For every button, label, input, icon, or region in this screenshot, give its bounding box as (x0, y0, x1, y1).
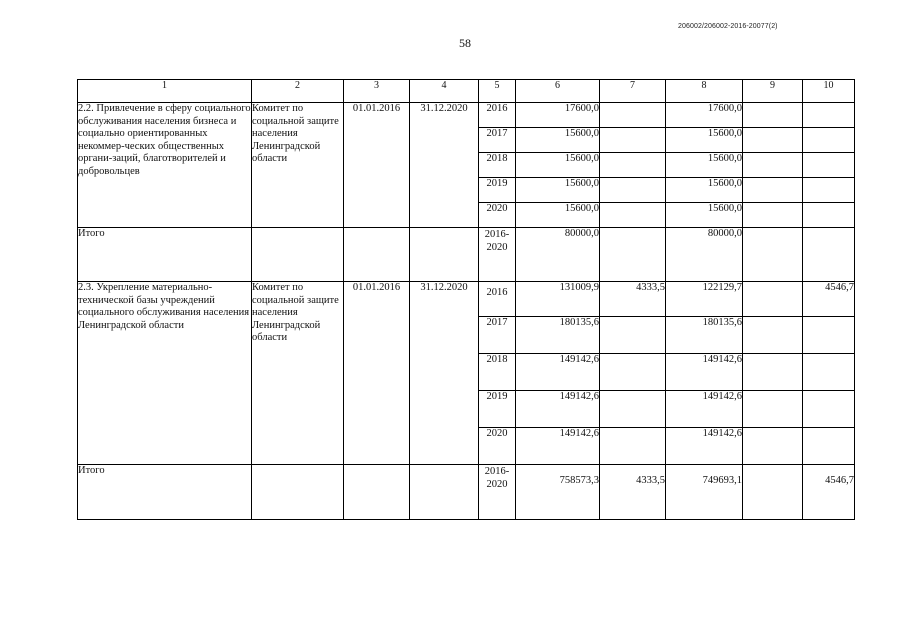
column-header: 2 (252, 80, 344, 103)
year-cell: 2019 (479, 391, 516, 428)
header-row (78, 80, 855, 103)
amount-cell: 149142,6 (666, 354, 743, 391)
column-header: 6 (516, 80, 600, 103)
amount-cell: 15600,0 (516, 128, 600, 153)
amount-cell (803, 103, 855, 128)
page-number: 58 (459, 36, 471, 50)
document-id: 206002/206002-2016-20077(2) (678, 23, 778, 30)
end-date: 31.12.2020 (410, 103, 479, 228)
amount-cell (743, 228, 803, 282)
year-cell: 2017 (479, 128, 516, 153)
amount-cell: 15600,0 (666, 203, 743, 228)
responsible-party: Комитет по социальной защите населения Ленинградской области (252, 282, 344, 465)
amount-cell (803, 128, 855, 153)
table-row (78, 282, 855, 317)
column-header: 8 (666, 80, 743, 103)
year-cell: 2020 (479, 203, 516, 228)
amount-cell (803, 153, 855, 178)
amount-cell: 180135,6 (666, 317, 743, 354)
total-row (78, 228, 855, 282)
table-row (78, 103, 855, 128)
total-label: Итого (78, 465, 252, 520)
end-date: 31.12.2020 (410, 282, 479, 465)
responsible-party: Комитет по социальной защите населения Ленинградской области (252, 103, 344, 228)
amount-cell (803, 391, 855, 428)
amount-cell: 15600,0 (666, 128, 743, 153)
year-cell: 2016 (479, 103, 516, 128)
amount-cell (803, 203, 855, 228)
amount-cell: 758573,3 (516, 465, 600, 520)
amount-cell (600, 228, 666, 282)
year-cell: 2017 (479, 317, 516, 354)
amount-cell: 17600,0 (516, 103, 600, 128)
total-period: 2016-2020 (479, 228, 516, 282)
amount-cell (803, 178, 855, 203)
year-cell: 2020 (479, 428, 516, 465)
amount-cell (743, 354, 803, 391)
amount-cell (600, 103, 666, 128)
amount-cell: 149142,6 (666, 391, 743, 428)
amount-cell: 4333,5 (600, 282, 666, 317)
amount-cell: 15600,0 (666, 153, 743, 178)
amount-cell (743, 391, 803, 428)
amount-cell: 149142,6 (516, 428, 600, 465)
amount-cell (743, 465, 803, 520)
empty-cell (410, 465, 479, 520)
year-cell: 2018 (479, 153, 516, 178)
amount-cell: 17600,0 (666, 103, 743, 128)
year-cell: 2018 (479, 354, 516, 391)
amount-cell: 149142,6 (666, 428, 743, 465)
amount-cell (743, 317, 803, 354)
amount-cell (600, 428, 666, 465)
amount-cell (803, 354, 855, 391)
amount-cell (600, 203, 666, 228)
amount-cell (743, 178, 803, 203)
amount-cell (743, 282, 803, 317)
amount-cell: 4546,7 (803, 282, 855, 317)
amount-cell (743, 103, 803, 128)
amount-cell: 80000,0 (516, 228, 600, 282)
amount-cell (743, 428, 803, 465)
amount-cell: 131009,9 (516, 282, 600, 317)
amount-cell (803, 317, 855, 354)
year-cell: 2019 (479, 178, 516, 203)
amount-cell (600, 128, 666, 153)
amount-cell (803, 228, 855, 282)
empty-cell (252, 228, 344, 282)
column-header: 10 (803, 80, 855, 103)
column-header: 7 (600, 80, 666, 103)
column-header: 9 (743, 80, 803, 103)
amount-cell (600, 153, 666, 178)
start-date: 01.01.2016 (344, 282, 410, 465)
amount-cell: 4333,5 (600, 465, 666, 520)
activity-description: 2.3. Укрепление материально-технической базы учреждений социального обслуживания населения Ленинградской области (78, 282, 252, 465)
amount-cell: 149142,6 (516, 391, 600, 428)
total-label: Итого (78, 228, 252, 282)
budget-table (77, 79, 855, 520)
amount-cell (600, 354, 666, 391)
start-date: 01.01.2016 (344, 103, 410, 228)
amount-cell: 749693,1 (666, 465, 743, 520)
amount-cell: 15600,0 (516, 203, 600, 228)
amount-cell (743, 153, 803, 178)
amount-cell: 15600,0 (516, 153, 600, 178)
amount-cell (803, 428, 855, 465)
amount-cell: 80000,0 (666, 228, 743, 282)
amount-cell: 180135,6 (516, 317, 600, 354)
column-header: 1 (78, 80, 252, 103)
empty-cell (344, 465, 410, 520)
empty-cell (344, 228, 410, 282)
amount-cell: 149142,6 (516, 354, 600, 391)
amount-cell (600, 391, 666, 428)
column-header: 4 (410, 80, 479, 103)
column-header: 5 (479, 80, 516, 103)
total-row (78, 465, 855, 520)
amount-cell: 15600,0 (516, 178, 600, 203)
amount-cell (743, 128, 803, 153)
amount-cell (743, 203, 803, 228)
empty-cell (410, 228, 479, 282)
column-header: 3 (344, 80, 410, 103)
activity-description: 2.2. Привлечение в сферу социального обслуживания населения бизнеса и социально ориентированных некоммер-ческих общественных органи-заций, благотворителей и добровольцев (78, 103, 252, 228)
amount-cell: 4546,7 (803, 465, 855, 520)
amount-cell: 15600,0 (666, 178, 743, 203)
amount-cell: 122129,7 (666, 282, 743, 317)
amount-cell (600, 178, 666, 203)
empty-cell (252, 465, 344, 520)
amount-cell (600, 317, 666, 354)
year-cell: 2016 (479, 282, 516, 317)
total-period: 2016-2020 (479, 465, 516, 520)
